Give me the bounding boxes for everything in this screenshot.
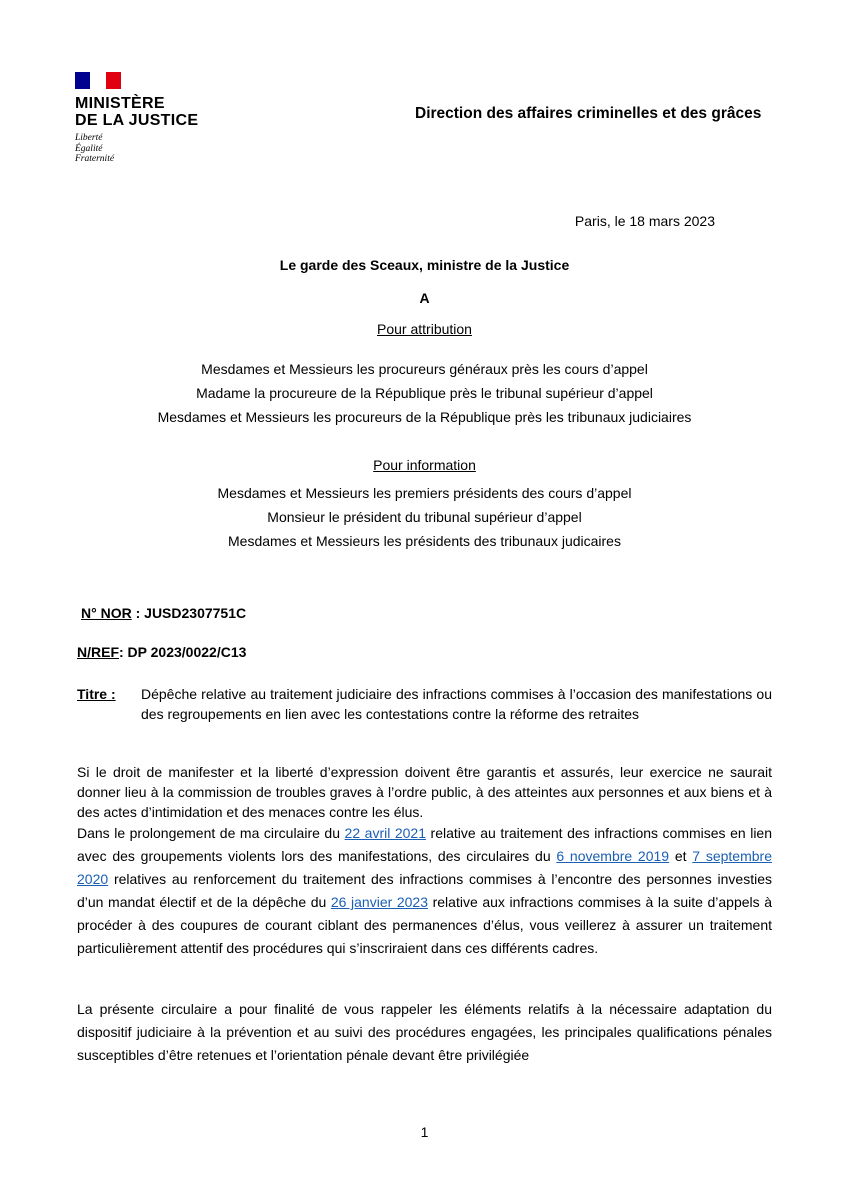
information-heading: Pour information [373,457,476,473]
circular-link-6-november-2019[interactable]: 6 novembre 2019 [556,848,670,864]
body-paragraph-3: La présente circulaire a pour finalité de vous rappeler les éléments relatifs à la nécessaire adaptation du dispositif judiciaire à la prévention et au suivi des procédures engagées, les principales qualifications pénales susceptibles d’être retenues et l’orientation pénale devant être privilégiée [77,1001,772,1063]
attribution-line: Madame la procureure de la République près le tribunal supérieur d’appel [196,385,653,401]
attribution-line: Mesdames et Messieurs les procureurs généraux près les cours d’appel [201,361,648,377]
nor-label: N° NOR [81,605,132,621]
paragraph-text: et [669,848,693,864]
information-line: Mesdames et Messieurs les premiers présidents des cours d’appel [217,485,632,501]
paragraph-text: Dans le prolongement de ma circulaire du [77,825,345,841]
page-number: 1 [420,1124,429,1140]
information-line: Mesdames et Messieurs les présidents des tribunaux judicaires [228,533,621,549]
circular-link-22-april-2021[interactable]: 22 avril 2021 [344,825,427,841]
paragraph-text: relative aux infractions commises à la suite d’appels à procéder à des coupures de courant ciblant des permanences d’élus, vous veillerez à assurer un traitement particulièrement attentif des procédures qui s’inscriraient dans ces différents cadres. [77,894,773,956]
circular-link-7-september-2020[interactable]: 7 septembre 2020 [77,848,772,887]
nor-value: : JUSD2307751C [135,605,247,621]
paragraph-text: relative au traitement des infractions commises en lien avec des groupements violents lors des manifestations, des circulaires du [77,825,772,864]
internal-reference [77,644,246,660]
title-label: Titre : [77,686,116,702]
paragraph-text: relatives au renforcement du traitement des infractions commises à l’encontre des personnes investies d’un mandat électif et de la dépêche du [77,871,772,910]
attribution-heading: Pour attribution [377,321,472,337]
body-paragraph-2 [77,822,772,960]
ministry-name-line2: DE LA JUSTICE [75,112,199,129]
document-date: Paris, le 18 mars 2023 [574,213,715,229]
ministry-logo [75,72,205,165]
republic-motto: Liberté Égalité Fraternité [75,133,115,164]
document-title-block [77,684,772,724]
information-line: Monsieur le président du tribunal supérieur d’appel [267,509,582,525]
ministry-name [75,95,205,129]
nref-label: N/REF [77,644,119,660]
body-paragraph-1: Si le droit de manifester et la liberté d’expression doivent être garantis et assurés, leur exercice ne saurait donner lieu à la commission de troubles graves à l’ordre public, à des atteintes aux personnes et aux biens et à des actes d’intimidation et des menaces contre les élus. [77,764,772,820]
french-flag-icon [75,72,121,89]
nref-value: : DP 2023/0022/C13 [119,644,247,660]
nor-reference [81,605,246,621]
ministry-name-line1: MINISTÈRE [75,95,165,112]
sender-line: Le garde des Sceaux, ministre de la Justice [279,257,570,273]
recipient-marker: A [419,290,430,306]
direction-title: Direction des affaires criminelles et des grâces [415,105,762,122]
dispatch-link-26-january-2023[interactable]: 26 janvier 2023 [330,894,429,910]
title-text: Dépêche relative au traitement judiciaire des infractions commises à l’occasion des manifestations ou des regroupements en lien avec les contestations contre la réforme des retraites [141,686,772,722]
attribution-line: Mesdames et Messieurs les procureurs de la République près les tribunaux judiciaires [157,409,692,425]
